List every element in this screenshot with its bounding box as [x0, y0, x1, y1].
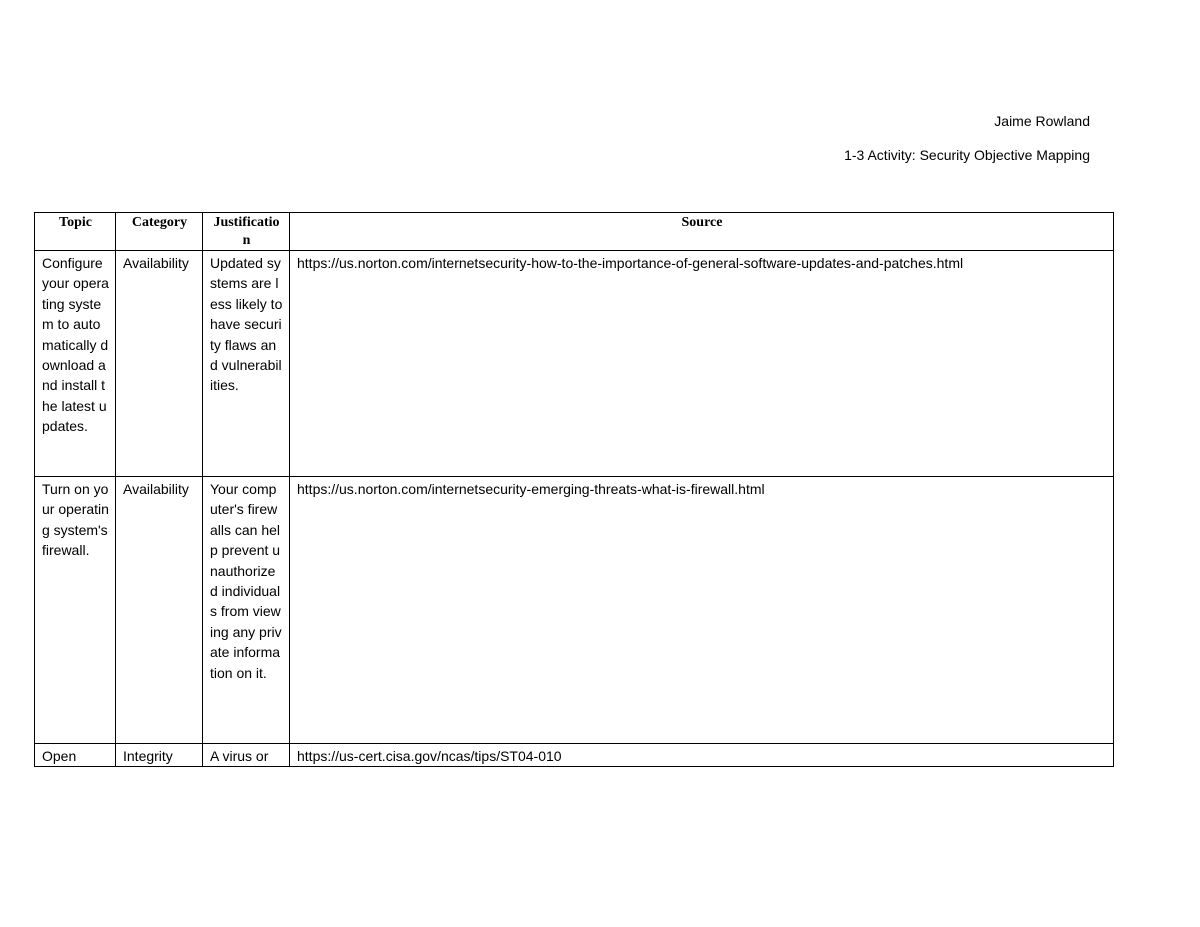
topic-cell: Turn on your operating system's firewall. [35, 477, 116, 744]
source-cell: https://us-cert.cisa.gov/ncas/tips/ST04-010 [290, 744, 1114, 767]
document-title: 1-3 Activity: Security Objective Mapping [844, 147, 1090, 163]
category-cell: Availability [116, 477, 203, 744]
table-header-row [35, 213, 1114, 251]
table-row [35, 251, 1114, 477]
source-cell: https://us.norton.com/internetsecurity-how-to-the-importance-of-general-software-updates-and-patches.html [290, 251, 1114, 477]
source-cell: https://us.norton.com/internetsecurity-emerging-threats-what-is-firewall.html [290, 477, 1114, 744]
justification-cell: A virus or [203, 744, 290, 767]
security-objective-table [34, 212, 1114, 767]
topic-cell: Configure your operating system to automatically download and install the latest updates. [35, 251, 116, 477]
justification-cell: Updated systems are less likely to have security flaws and vulnerabilities. [203, 251, 290, 477]
column-header-topic: Topic [35, 213, 116, 251]
column-header-category: Category [116, 213, 203, 251]
column-header-justification: Justification [203, 213, 290, 251]
topic-cell: Open [35, 744, 116, 767]
justification-cell: Your computer's firewalls can help prevent unauthorized individuals from viewing any private information on it. [203, 477, 290, 744]
author-name: Jaime Rowland [994, 113, 1090, 129]
category-cell: Integrity [116, 744, 203, 767]
table-row [35, 477, 1114, 744]
table-row [35, 744, 1114, 767]
category-cell: Availability [116, 251, 203, 477]
column-header-source: Source [290, 213, 1114, 251]
